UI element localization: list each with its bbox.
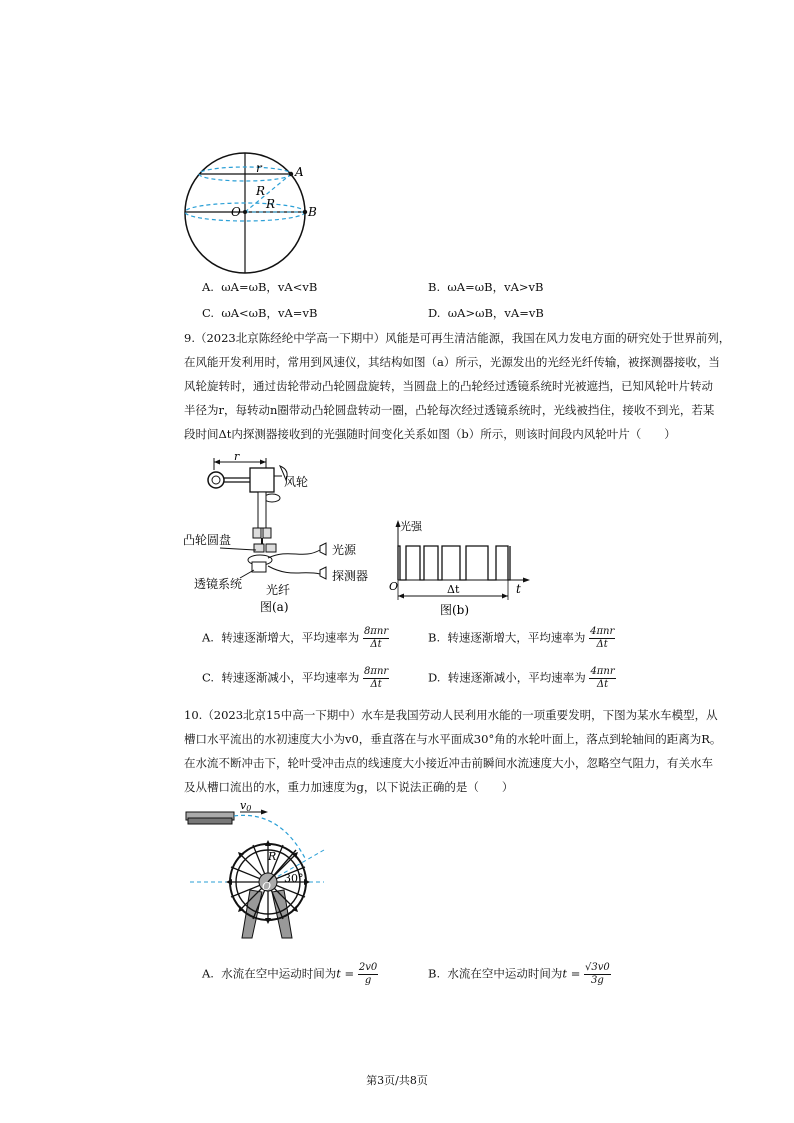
- label-R1: R: [256, 184, 266, 198]
- sphere-figure: [180, 152, 320, 288]
- caption-fig-a: 图(a): [260, 600, 289, 614]
- graph-dt-label: Δt: [447, 583, 460, 596]
- water-wheel-figure: [180, 800, 330, 950]
- q9-option-c[interactable]: C. 转速逐渐减小，平均速率为 $\frac{\text{8πnr}}{\Delta t}$: [202, 666, 389, 690]
- graph-t-label: t: [516, 582, 521, 596]
- q9-option-b[interactable]: B. 转速逐渐增大，平均速率为 $\frac{\text{4πnr}}{\Delta t}$: [428, 626, 615, 650]
- q9-option-d[interactable]: D. 转速逐渐减小，平均速率为 $\frac{\text{4πnr}}{\Delta t}$: [428, 666, 615, 690]
- label-A: A: [295, 165, 304, 179]
- fraction: $\frac{√3v0}{3g}$: [585, 962, 610, 986]
- q10-line-4: 及从槽口流出的水，重力加速度为g，以下说法正确的是（ ）: [184, 780, 514, 794]
- q9-line-2: 在风能开发利用时，常用到风速仪，其结构如图（a）所示，光源发出的光经光纤传输，被探测器接收，当: [184, 355, 720, 369]
- q8-option-a[interactable]: A. ωA=ωB，vA<vB: [202, 280, 318, 294]
- label-v0: v0: [240, 800, 252, 813]
- label-B: B: [308, 205, 317, 219]
- label-wind-wheel: 风轮: [284, 475, 309, 489]
- q10-line-1: 10.（2023北京15中高一下期中）水车是我国劳动人民利用水能的一项重要发明，下图为某水车模型，从: [184, 708, 718, 722]
- label-r-wheel: r: [234, 450, 240, 463]
- q10-option-b[interactable]: B. 水流在空中运动时间为t = $\frac{√3v0}{3g}$: [428, 962, 610, 986]
- q10-option-a[interactable]: A. 水流在空中运动时间为t = $\frac{2v0}{g}$: [202, 962, 378, 986]
- label-cam-disc: 凸轮圆盘: [183, 533, 232, 547]
- q9-line-4: 半径为r，每转动n圈带动凸轮圆盘转动一圈，凸轮每次经过透镜系统时，光线被挡住，接收不到光，若某: [184, 403, 715, 417]
- label-lens-system: 透镜系统: [194, 577, 243, 591]
- caption-fig-b: 图(b): [440, 603, 470, 617]
- fraction: $\frac{\text{8πnr}}{\Delta t}$: [364, 666, 389, 690]
- fraction: $\frac{2v0}{g}$: [358, 962, 378, 986]
- q8-option-c[interactable]: C. ωA<ωB，vA=vB: [202, 306, 318, 320]
- label-O: O: [231, 205, 241, 219]
- label-R2: R: [266, 197, 276, 211]
- label-O-wheel: O: [262, 880, 272, 893]
- light-intensity-graph: [386, 518, 536, 618]
- fraction: $\frac{\text{4πnr}}{\Delta t}$: [590, 666, 615, 690]
- label-r: r: [256, 161, 262, 175]
- fraction: $\frac{\text{4πnr}}{\Delta t}$: [590, 626, 615, 650]
- fraction: $\frac{\text{8πnr}}{\Delta t}$: [363, 626, 389, 650]
- label-R-wheel: R: [268, 850, 277, 863]
- q9-line-1: 9.（2023北京陈经纶中学高一下期中）风能是可再生清洁能源，我国在风力发电方面的研究处于世界前列，: [184, 331, 731, 345]
- label-detector: 探测器: [332, 569, 369, 583]
- label-light-source: 光源: [332, 543, 357, 557]
- label-fiber: 光纤: [266, 583, 291, 597]
- q9-line-5: 段时间Δt内探测器接收到的光强随时间变化关系如图（b）所示，则该时间段内风轮叶片（ ）: [184, 427, 676, 441]
- light-intensity-pulses: [398, 546, 510, 580]
- q8-option-b[interactable]: B. ωA=ωB，vA>vB: [428, 280, 544, 294]
- graph-ylabel: 光强: [400, 520, 422, 533]
- page-footer: 第3页/共8页: [366, 1074, 428, 1087]
- label-30-degrees: 30°: [284, 872, 304, 885]
- q10-line-3: 在水流不断冲击下，轮叶受冲击点的线速度大小接近冲击前瞬间水流速度大小，忽略空气阻力，有关水车: [184, 756, 713, 770]
- q8-option-d[interactable]: D. ωA>ωB，vA=vB: [428, 306, 544, 320]
- q9-line-3: 风轮旋转时，通过齿轮带动凸轮圆盘旋转，当圆盘上的凸轮经过透镜系统时光被遮挡，已知风轮叶片转动: [184, 379, 713, 393]
- anemometer-figure: [180, 448, 380, 618]
- q9-option-a[interactable]: A. 转速逐渐增大，平均速率为 $\frac{\text{8πnr}}{\Delta t}$: [202, 626, 389, 650]
- graph-origin: O: [389, 580, 399, 593]
- q10-line-2: 槽口水平流出的水初速度大小为v0，垂直落在与水平面成30°角的水轮叶面上，落点到轮轴间的距离为R。: [184, 732, 722, 746]
